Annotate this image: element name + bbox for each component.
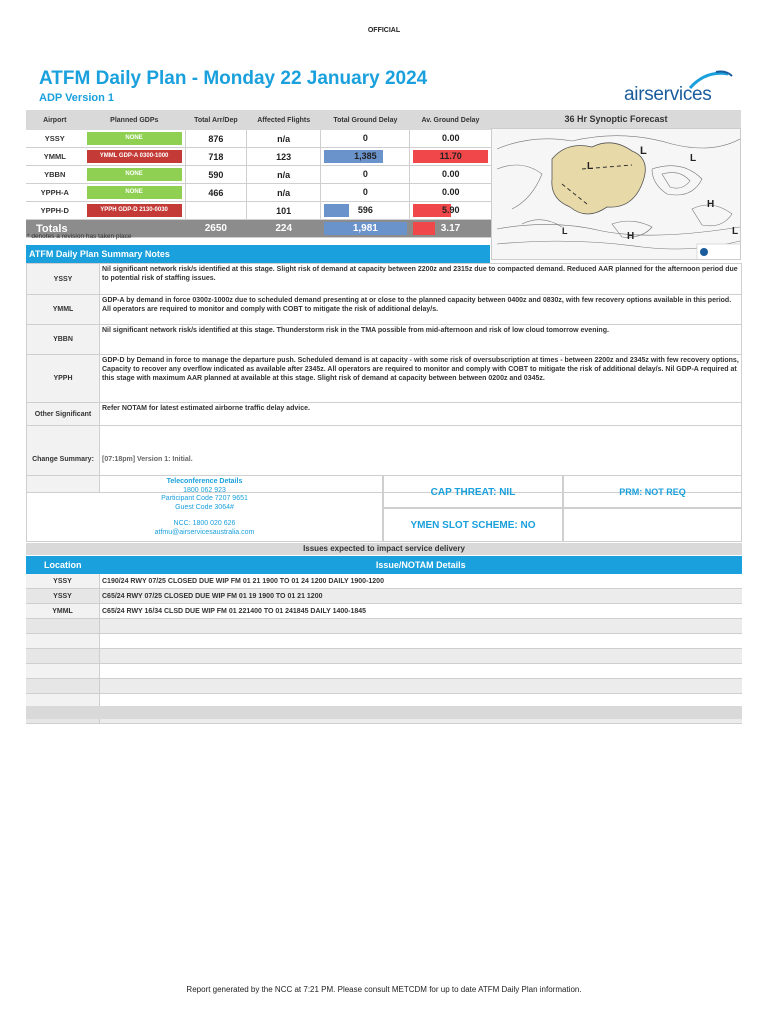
- totals-avg-delay: 3.17: [410, 220, 491, 238]
- total-ground-delay: 0: [321, 166, 410, 184]
- airport-row: [26, 184, 491, 202]
- total-arr-dep: 466: [185, 184, 247, 202]
- total-arr-dep: 876: [185, 130, 247, 148]
- col-location: Location: [26, 556, 100, 574]
- affected-flights: n/a: [247, 130, 321, 148]
- issues-table-footer: [26, 706, 742, 719]
- airport-code: YPPH-A: [26, 184, 84, 202]
- note-row: [27, 355, 742, 403]
- gdp-badge: NONE: [87, 168, 182, 181]
- totals-arr-dep: 2650: [185, 220, 247, 238]
- note-text: Refer NOTAM for latest estimated airborne traffic delay advice.: [100, 403, 742, 426]
- issue-details: [100, 649, 743, 664]
- note-text: GDP-A by demand in force 0300z-1000z due to scheduled demand presenting at or close to the planned capacity between 0400z and 0830z, with few recovery options available in this period. All operators are required to monitor and comply with COBT to mitigate the risk of additional delay/s.: [100, 295, 742, 325]
- prm-status: PRM: NOT REQ: [563, 475, 742, 508]
- version-label: ADP Version 1: [39, 92, 114, 104]
- total-ground-delay: 0: [321, 184, 410, 202]
- planned-gdp: [84, 130, 186, 148]
- total-ground-delay: 1,385: [321, 148, 410, 166]
- issue-location: [26, 649, 100, 664]
- logo-wordmark: airservices: [624, 84, 712, 105]
- planned-gdp: [84, 184, 186, 202]
- avg-ground-delay: 11.70: [410, 148, 491, 166]
- airport-row: [26, 130, 491, 148]
- col-total-arr-dep: Total Arr/Dep: [185, 110, 247, 130]
- issue-details: [100, 634, 743, 649]
- col-planned-gdps: Planned GDPs: [84, 110, 186, 130]
- svg-text:L: L: [562, 226, 568, 236]
- issue-location: [26, 634, 100, 649]
- airport-code: YSSY: [26, 130, 84, 148]
- total-arr-dep: 718: [185, 148, 247, 166]
- issue-location: [26, 619, 100, 634]
- delay-summary-table: [26, 110, 491, 238]
- total-arr-dep: [185, 202, 247, 220]
- guest-code: Guest Code 3064#: [175, 503, 234, 511]
- svg-text:L: L: [732, 226, 739, 237]
- avg-ground-delay: 0.00: [410, 130, 491, 148]
- report-footer: Report generated by the NCC at 7:21 PM. Please consult METCDM for up to date ATFM Daily Plan information.: [186, 985, 582, 994]
- affected-flights: n/a: [247, 184, 321, 202]
- revision-note: * denotes a revision has taken place: [27, 233, 132, 240]
- note-label: Change Summary:: [27, 426, 100, 493]
- svg-text:L: L: [640, 145, 647, 157]
- affected-flights: n/a: [247, 166, 321, 184]
- classification-label: OFFICIAL: [367, 27, 401, 34]
- forecast-title: 36 Hr Synoptic Forecast: [491, 110, 741, 128]
- note-text: GDP-D by Demand in force to manage the departure push. Scheduled demand is at capacity - with some risk of oversubscription at times - between 2200z and 2345z with few recovery options, Capacity to recover any overflow indicated as available after 2345z. All operators are required to monitor and comply with COBT to mitigate the risk of additional delay/s. Nil GDP-A required at this stage with maximum AAR planned at available at this stage. Slight risk of demand at capacity between between 0200z and 0345z.: [100, 355, 742, 403]
- issue-row: [26, 679, 742, 694]
- planned-gdp: [84, 166, 186, 184]
- issue-location: [26, 679, 100, 694]
- totals-label: Totals: [26, 220, 84, 238]
- gdp-badge: YMML GDP-A 0300-1000: [87, 150, 182, 163]
- note-row: [27, 264, 742, 295]
- col-airport: Airport: [26, 110, 84, 130]
- synoptic-forecast-map: [491, 128, 741, 260]
- note-label: Other Significant: [27, 403, 100, 426]
- issue-row: [26, 604, 742, 619]
- weather-chart-icon: [492, 129, 741, 260]
- issue-row: [26, 574, 742, 589]
- col-issue-details: Issue/NOTAM Details: [100, 556, 743, 574]
- teleconference-phone: 1800 062 923: [183, 486, 226, 494]
- issue-details: [100, 664, 743, 679]
- total-ground-delay: 0: [321, 130, 410, 148]
- svg-text:H: H: [707, 199, 715, 210]
- note-text: Nil significant network risk/s identified at this stage. Slight risk of demand at capacity between 2200z and 2315z due to compacted demand. Reduced AAR planned for the afternoon period due to potential risk of staffing issues.: [100, 264, 742, 295]
- issue-details: [100, 679, 743, 694]
- teleconference-title: Teleconference Details: [166, 478, 243, 485]
- issues-table: [26, 556, 742, 724]
- gdp-badge: NONE: [87, 186, 182, 199]
- ymen-slot-scheme-status: YMEN SLOT SCHEME: NO: [383, 508, 563, 542]
- airport-row: [26, 202, 491, 220]
- total-ground-delay: 596: [321, 202, 410, 220]
- participant-code: Participant Code 7207 9651: [161, 495, 248, 502]
- issue-details: C65/24 RWY 16/34 CLSD DUE WIP FM 01 221400 TO 01 241845 DAILY 1400-1845: [100, 604, 743, 619]
- summary-notes-heading: ATFM Daily Plan Summary Notes: [26, 245, 490, 263]
- col-total-ground-delay: Total Ground Delay: [321, 110, 410, 130]
- page-title: ATFM Daily Plan - Monday 22 January 2024: [39, 68, 428, 89]
- avg-ground-delay: 5.90: [410, 202, 491, 220]
- summary-notes-table: [26, 263, 742, 493]
- atfmu-email-link[interactable]: atfmu@airservicesaustralia.com: [154, 528, 255, 536]
- totals-affected: 224: [247, 220, 321, 238]
- col-avg-ground-delay: Av. Ground Delay: [410, 110, 491, 130]
- note-label: YPPH: [27, 355, 100, 403]
- note-text: [07:18pm] Version 1: Initial.: [100, 426, 742, 493]
- issue-row: [26, 589, 742, 604]
- planned-gdp: [84, 148, 186, 166]
- svg-text:L: L: [690, 153, 697, 164]
- avg-ground-delay: 0.00: [410, 184, 491, 202]
- issue-details: C190/24 RWY 07/25 CLOSED DUE WIP FM 01 21 1900 TO 01 24 1200 DAILY 1900-1200: [100, 574, 743, 589]
- totals-ground-delay: 1,981: [321, 220, 410, 238]
- airport-code: YMML: [26, 148, 84, 166]
- issue-location: YMML: [26, 604, 100, 619]
- note-label: YBBN: [27, 325, 100, 355]
- svg-text:H: H: [627, 231, 635, 242]
- note-row: [27, 403, 742, 426]
- total-arr-dep: 590: [185, 166, 247, 184]
- affected-flights: 101: [247, 202, 321, 220]
- issues-heading: Issues expected to impact service delivery: [26, 543, 742, 555]
- issue-location: [26, 664, 100, 679]
- empty-status-cell: [563, 508, 742, 542]
- col-affected-flights: Affected Flights: [247, 110, 321, 130]
- issue-location: YSSY: [26, 589, 100, 604]
- issue-row: [26, 619, 742, 634]
- airport-row: [26, 166, 491, 184]
- logo-swoosh-icon: [686, 68, 734, 92]
- ground-delay-bar: [324, 204, 349, 217]
- gdp-badge: YPPH GDP-D 2130-0030: [87, 204, 182, 217]
- airport-row: [26, 148, 491, 166]
- svg-text:L: L: [587, 161, 594, 172]
- airservices-logo: [622, 68, 734, 108]
- airport-code: YBBN: [26, 166, 84, 184]
- note-label: YSSY: [27, 264, 100, 295]
- issue-location: YSSY: [26, 574, 100, 589]
- airport-code: YPPH-D: [26, 202, 84, 220]
- affected-flights: 123: [247, 148, 321, 166]
- planned-gdp: [84, 202, 186, 220]
- note-row: [27, 325, 742, 355]
- ncc-phone: NCC: 1800 020 626: [173, 520, 236, 527]
- note-label: YMML: [27, 295, 100, 325]
- issue-row: [26, 634, 742, 649]
- gdp-badge: NONE: [87, 132, 182, 145]
- issue-details: C65/24 RWY 07/25 CLOSED DUE WIP FM 01 19 1900 TO 01 21 1200: [100, 589, 743, 604]
- issue-row: [26, 649, 742, 664]
- avg-ground-delay: 0.00: [410, 166, 491, 184]
- note-text: Nil significant network risk/s identified at this stage. Thunderstorm risk in the TMA possible from mid-afternoon and risk of low cloud tomorrow evening.: [100, 325, 742, 355]
- teleconference-details: [26, 475, 383, 542]
- issue-row: [26, 664, 742, 679]
- issue-details: [100, 619, 743, 634]
- cap-threat-status: CAP THREAT: NIL: [383, 475, 563, 508]
- note-row: [27, 295, 742, 325]
